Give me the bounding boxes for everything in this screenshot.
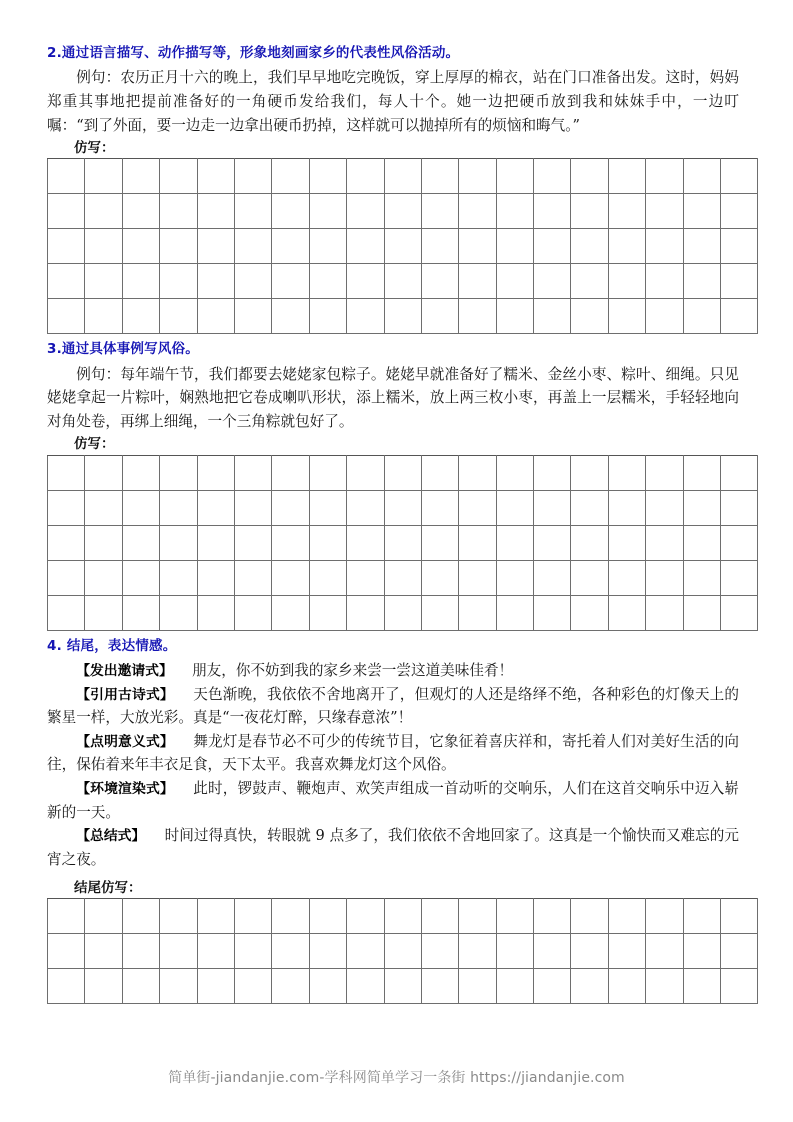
grid-cell[interactable] [309,560,346,595]
grid-cell[interactable] [384,968,421,1003]
grid-cell[interactable] [197,299,234,334]
grid-row [48,968,758,1003]
grid-cell[interactable] [721,968,758,1003]
grid-cell[interactable] [309,898,346,933]
grid-cell[interactable] [122,933,159,968]
style-tag-atmosphere: 【环境渲染式】 [76,781,174,798]
grid-cell[interactable] [571,560,608,595]
grid-cell[interactable] [347,595,384,630]
grid-cell[interactable] [160,595,197,630]
grid-cell[interactable] [347,194,384,229]
section-4 [47,637,739,1004]
style-text-invitation: 朋友，你不妨到我的家乡来尝一尝这道美味佳肴！ [192,661,514,679]
grid-cell[interactable] [459,595,496,630]
grid-cell[interactable] [421,299,458,334]
style-item-meaning [47,730,739,777]
grid-cell[interactable] [48,194,85,229]
grid-cell[interactable] [384,194,421,229]
section-4-practice-label: 结尾仿写： [74,879,142,896]
grid-cell[interactable] [122,968,159,1003]
grid-cell[interactable] [608,490,645,525]
grid-cell[interactable] [421,560,458,595]
section-4-heading: 4. 结尾，表达情感。 [47,637,177,654]
grid-cell[interactable] [721,299,758,334]
section-4-grid-body [48,898,758,1003]
grid-cell[interactable] [85,490,122,525]
style-item-atmosphere [47,777,739,824]
grid-row [48,898,758,933]
style-text-meaning: 舞龙灯是春节必不可少的传统节目，它象征着喜庆祥和，寄托着人们对美好生活的向往，保佑着来年丰衣足食，天下太平。我喜欢舞龙灯这个风俗。 [47,732,739,774]
section-4-grid-wrap [47,898,739,1004]
grid-cell[interactable] [721,933,758,968]
grid-cell[interactable] [496,455,533,490]
grid-cell[interactable] [122,299,159,334]
grid-cell[interactable] [534,299,571,334]
grid-cell[interactable] [122,560,159,595]
grid-cell[interactable] [421,968,458,1003]
grid-cell[interactable] [571,159,608,194]
grid-cell[interactable] [272,560,309,595]
grid-cell[interactable] [608,525,645,560]
grid-cell[interactable] [646,229,683,264]
grid-cell[interactable] [48,299,85,334]
grid-cell[interactable] [309,933,346,968]
grid-cell[interactable] [571,595,608,630]
grid-cell[interactable] [608,194,645,229]
grid-cell[interactable] [234,968,271,1003]
grid-cell[interactable] [459,455,496,490]
grid-cell[interactable] [646,898,683,933]
style-tag-summary: 【总结式】 [76,828,146,845]
grid-cell[interactable] [384,933,421,968]
grid-cell[interactable] [496,264,533,299]
grid-cell[interactable] [234,229,271,264]
grid-cell[interactable] [347,299,384,334]
grid-cell[interactable] [85,159,122,194]
section-3-heading: 3.通过具体事例写风俗。 [47,341,199,358]
grid-cell[interactable] [459,194,496,229]
grid-cell[interactable] [48,455,85,490]
grid-cell[interactable] [122,525,159,560]
grid-cell[interactable] [459,229,496,264]
grid-cell[interactable] [496,490,533,525]
grid-cell[interactable] [347,525,384,560]
grid-cell[interactable] [459,490,496,525]
grid-cell[interactable] [646,560,683,595]
grid-cell[interactable] [683,490,720,525]
grid-cell[interactable] [459,299,496,334]
grid-cell[interactable] [122,455,159,490]
grid-cell[interactable] [683,229,720,264]
style-tag-invitation: 【发出邀请式】 [76,662,173,679]
grid-cell[interactable] [459,560,496,595]
grid-cell[interactable] [646,968,683,1003]
grid-cell[interactable] [85,229,122,264]
grid-cell[interactable] [309,525,346,560]
grid-cell[interactable] [459,933,496,968]
grid-cell[interactable] [496,229,533,264]
grid-cell[interactable] [384,490,421,525]
grid-cell[interactable] [496,595,533,630]
grid-cell[interactable] [496,968,533,1003]
grid-cell[interactable] [721,229,758,264]
grid-cell[interactable] [197,968,234,1003]
grid-cell[interactable] [608,595,645,630]
grid-cell[interactable] [534,933,571,968]
style-text-atmosphere: 此时，锣鼓声、鞭炮声、欢笑声组成一首动听的交响乐，人们在这首交响乐中迈入崭新的一天。 [47,780,739,821]
grid-cell[interactable] [160,159,197,194]
grid-cell[interactable] [421,933,458,968]
style-item-summary [47,824,739,871]
grid-cell[interactable] [234,194,271,229]
grid-cell[interactable] [459,525,496,560]
grid-cell[interactable] [234,525,271,560]
grid-cell[interactable] [272,194,309,229]
grid-cell[interactable] [272,525,309,560]
grid-cell[interactable] [309,159,346,194]
grid-cell[interactable] [347,560,384,595]
grid-cell[interactable] [160,968,197,1003]
grid-cell[interactable] [646,490,683,525]
section-2-writing-grid[interactable] [47,158,758,334]
grid-cell[interactable] [48,525,85,560]
grid-cell[interactable] [721,898,758,933]
grid-cell[interactable] [683,194,720,229]
grid-cell[interactable] [534,525,571,560]
grid-cell[interactable] [85,264,122,299]
grid-cell[interactable] [122,229,159,264]
grid-cell[interactable] [608,898,645,933]
section-3 [47,340,739,630]
grid-cell[interactable] [48,159,85,194]
grid-cell[interactable] [85,299,122,334]
section-3-practice-label: 仿写： [74,436,115,453]
grid-cell[interactable] [683,299,720,334]
grid-row [48,525,758,560]
grid-row [48,595,758,630]
grid-cell[interactable] [683,159,720,194]
grid-cell[interactable] [421,490,458,525]
grid-cell[interactable] [272,264,309,299]
grid-cell[interactable] [309,229,346,264]
grid-cell[interactable] [646,194,683,229]
grid-cell[interactable] [534,968,571,1003]
grid-cell[interactable] [608,455,645,490]
grid-cell[interactable] [48,898,85,933]
grid-cell[interactable] [160,560,197,595]
section-3-grid-body [48,455,758,630]
grid-cell[interactable] [160,299,197,334]
grid-cell[interactable] [85,933,122,968]
grid-row [48,194,758,229]
grid-cell[interactable] [160,525,197,560]
grid-row [48,560,758,595]
grid-cell[interactable] [721,490,758,525]
grid-cell[interactable] [421,595,458,630]
grid-cell[interactable] [160,194,197,229]
grid-cell[interactable] [534,455,571,490]
section-3-writing-grid[interactable] [47,455,758,631]
grid-cell[interactable] [197,933,234,968]
grid-cell[interactable] [234,455,271,490]
grid-cell[interactable] [197,264,234,299]
grid-cell[interactable] [160,264,197,299]
grid-cell[interactable] [608,299,645,334]
grid-cell[interactable] [683,525,720,560]
grid-row [48,229,758,264]
grid-cell[interactable] [234,560,271,595]
grid-cell[interactable] [234,264,271,299]
grid-cell[interactable] [234,933,271,968]
style-tag-meaning: 【点明意义式】 [76,733,174,750]
section-2 [47,44,739,334]
grid-cell[interactable] [384,560,421,595]
document-content [47,44,739,1010]
grid-cell[interactable] [309,968,346,1003]
grid-cell[interactable] [272,595,309,630]
grid-cell[interactable] [384,229,421,264]
grid-cell[interactable] [197,490,234,525]
grid-cell[interactable] [534,159,571,194]
grid-cell[interactable] [421,194,458,229]
grid-cell[interactable] [646,299,683,334]
grid-cell[interactable] [122,490,159,525]
grid-cell[interactable] [646,933,683,968]
grid-cell[interactable] [459,968,496,1003]
grid-cell[interactable] [571,299,608,334]
grid-cell[interactable] [85,525,122,560]
grid-cell[interactable] [459,264,496,299]
grid-cell[interactable] [646,159,683,194]
grid-cell[interactable] [85,560,122,595]
grid-cell[interactable] [496,898,533,933]
grid-cell[interactable] [571,455,608,490]
grid-cell[interactable] [384,525,421,560]
style-item-poem [47,683,739,730]
section-2-grid-wrap [47,158,739,334]
grid-cell[interactable] [683,455,720,490]
grid-cell[interactable] [721,264,758,299]
grid-cell[interactable] [234,595,271,630]
grid-cell[interactable] [122,898,159,933]
grid-cell[interactable] [347,264,384,299]
grid-cell[interactable] [347,229,384,264]
grid-cell[interactable] [234,299,271,334]
grid-cell[interactable] [309,490,346,525]
grid-row [48,933,758,968]
grid-cell[interactable] [48,229,85,264]
style-text-summary: 时间过得真快，转眼就 9 点多了，我们依依不舍地回家了。这真是一个愉快而又难忘的元宵之夜。 [47,827,739,868]
grid-cell[interactable] [534,229,571,264]
grid-cell[interactable] [122,194,159,229]
grid-cell[interactable] [721,560,758,595]
grid-cell[interactable] [85,194,122,229]
grid-cell[interactable] [48,968,85,1003]
grid-cell[interactable] [459,159,496,194]
grid-cell[interactable] [384,299,421,334]
grid-cell[interactable] [85,455,122,490]
grid-cell[interactable] [197,455,234,490]
style-item-invitation [47,659,739,683]
grid-cell[interactable] [534,898,571,933]
grid-cell[interactable] [496,933,533,968]
section-2-grid-body [48,159,758,334]
grid-cell[interactable] [534,490,571,525]
style-text-poem: 天色渐晚，我依依不舍地离开了，但观灯的人还是络绎不绝，各种彩色的灯像天上的繁星一样，大放光彩。真是“一夜花灯醉，只缘春意浓”！ [47,685,739,727]
grid-cell[interactable] [421,159,458,194]
grid-cell[interactable] [48,933,85,968]
grid-cell[interactable] [683,933,720,968]
grid-cell[interactable] [421,525,458,560]
grid-cell[interactable] [683,560,720,595]
grid-cell[interactable] [534,560,571,595]
grid-row [48,455,758,490]
grid-cell[interactable] [384,898,421,933]
grid-cell[interactable] [646,525,683,560]
grid-cell[interactable] [272,968,309,1003]
grid-cell[interactable] [234,490,271,525]
grid-cell[interactable] [197,159,234,194]
grid-cell[interactable] [608,560,645,595]
grid-cell[interactable] [197,525,234,560]
grid-cell[interactable] [721,159,758,194]
grid-cell[interactable] [347,159,384,194]
grid-row [48,264,758,299]
grid-cell[interactable] [347,968,384,1003]
grid-cell[interactable] [646,264,683,299]
grid-row [48,490,758,525]
grid-cell[interactable] [272,299,309,334]
grid-cell[interactable] [197,560,234,595]
grid-cell[interactable] [421,264,458,299]
grid-cell[interactable] [571,968,608,1003]
grid-cell[interactable] [272,455,309,490]
grid-cell[interactable] [683,264,720,299]
grid-cell[interactable] [646,595,683,630]
grid-cell[interactable] [571,525,608,560]
grid-row [48,299,758,334]
grid-cell[interactable] [384,159,421,194]
grid-cell[interactable] [272,159,309,194]
grid-cell[interactable] [721,595,758,630]
grid-cell[interactable] [197,595,234,630]
grid-cell[interactable] [608,968,645,1003]
grid-cell[interactable] [534,595,571,630]
grid-cell[interactable] [721,525,758,560]
grid-cell[interactable] [496,299,533,334]
grid-cell[interactable] [234,898,271,933]
grid-cell[interactable] [571,933,608,968]
grid-cell[interactable] [608,933,645,968]
grid-cell[interactable] [309,299,346,334]
grid-cell[interactable] [309,455,346,490]
grid-cell[interactable] [496,159,533,194]
grid-cell[interactable] [48,490,85,525]
grid-cell[interactable] [48,595,85,630]
section-2-heading: 2.通过语言描写、动作描写等，形象地刻画家乡的代表性风俗活动。 [47,45,460,61]
grid-cell[interactable] [160,490,197,525]
grid-cell[interactable] [347,455,384,490]
grid-cell[interactable] [421,455,458,490]
grid-cell[interactable] [608,264,645,299]
grid-cell[interactable] [197,194,234,229]
grid-cell[interactable] [534,264,571,299]
grid-cell[interactable] [272,229,309,264]
grid-cell[interactable] [496,560,533,595]
grid-cell[interactable] [48,560,85,595]
grid-cell[interactable] [85,968,122,1003]
grid-cell[interactable] [421,229,458,264]
section-4-spacer [47,872,739,877]
grid-cell[interactable] [384,595,421,630]
grid-cell[interactable] [571,194,608,229]
grid-cell[interactable] [347,898,384,933]
grid-cell[interactable] [309,194,346,229]
grid-cell[interactable] [160,898,197,933]
footer-watermark: 简单街-jiandanjie.com-学科网简单学习一条街 https://jiandanjie.com [168,1070,625,1086]
grid-cell[interactable] [534,194,571,229]
grid-cell[interactable] [683,898,720,933]
grid-cell[interactable] [496,194,533,229]
grid-cell[interactable] [85,595,122,630]
grid-cell[interactable] [571,229,608,264]
grid-cell[interactable] [384,264,421,299]
grid-cell[interactable] [272,933,309,968]
grid-cell[interactable] [122,159,159,194]
grid-cell[interactable] [571,898,608,933]
grid-cell[interactable] [160,229,197,264]
grid-cell[interactable] [721,194,758,229]
grid-cell[interactable] [160,933,197,968]
ending-writing-grid[interactable] [47,898,758,1004]
grid-cell[interactable] [683,968,720,1003]
grid-cell[interactable] [421,898,458,933]
grid-cell[interactable] [571,264,608,299]
grid-cell[interactable] [459,898,496,933]
grid-cell[interactable] [347,490,384,525]
style-tag-poem: 【引用古诗式】 [76,686,174,703]
section-3-example: 例句：每年端午节，我们都要去姥姥家包粽子。姥姥早就准备好了糯米、金丝小枣、粽叶、细绳。只见姥姥拿起一片粽叶，娴熟地把它卷成喇叭形状，添上糯米，放上两三枚小枣，再盖上一层糯米，手轻轻地向对角处卷，再绑上细绳，一个三角粽就包好了。 [47,365,739,430]
section-2-practice-label: 仿写： [74,140,115,157]
grid-cell[interactable] [721,455,758,490]
grid-cell[interactable] [85,898,122,933]
grid-cell[interactable] [272,898,309,933]
grid-cell[interactable] [122,264,159,299]
grid-cell[interactable] [309,595,346,630]
grid-cell[interactable] [272,490,309,525]
grid-cell[interactable] [646,455,683,490]
section-3-grid-wrap [47,455,739,631]
grid-cell[interactable] [197,229,234,264]
grid-cell[interactable] [384,455,421,490]
section-2-example: 例句：农历正月十六的晚上，我们早早地吃完晚饭，穿上厚厚的棉衣，站在门口准备出发。这时，妈妈郑重其事地把提前准备好的一角硬币发给我们，每人十个。她一边把硬币放到我和妹妹手中，一边叮嘱：“到了外面，要一边走一边拿出硬币扔掉，这样就可以抛掉所有的烦恼和晦气。” [47,69,739,134]
grid-cell[interactable] [571,490,608,525]
grid-cell[interactable] [122,595,159,630]
grid-cell[interactable] [683,595,720,630]
grid-cell[interactable] [48,264,85,299]
grid-cell[interactable] [608,159,645,194]
grid-cell[interactable] [197,898,234,933]
grid-cell[interactable] [608,229,645,264]
grid-cell[interactable] [347,933,384,968]
grid-row [48,159,758,194]
grid-cell[interactable] [160,455,197,490]
grid-cell[interactable] [309,264,346,299]
grid-cell[interactable] [234,159,271,194]
grid-cell[interactable] [496,525,533,560]
